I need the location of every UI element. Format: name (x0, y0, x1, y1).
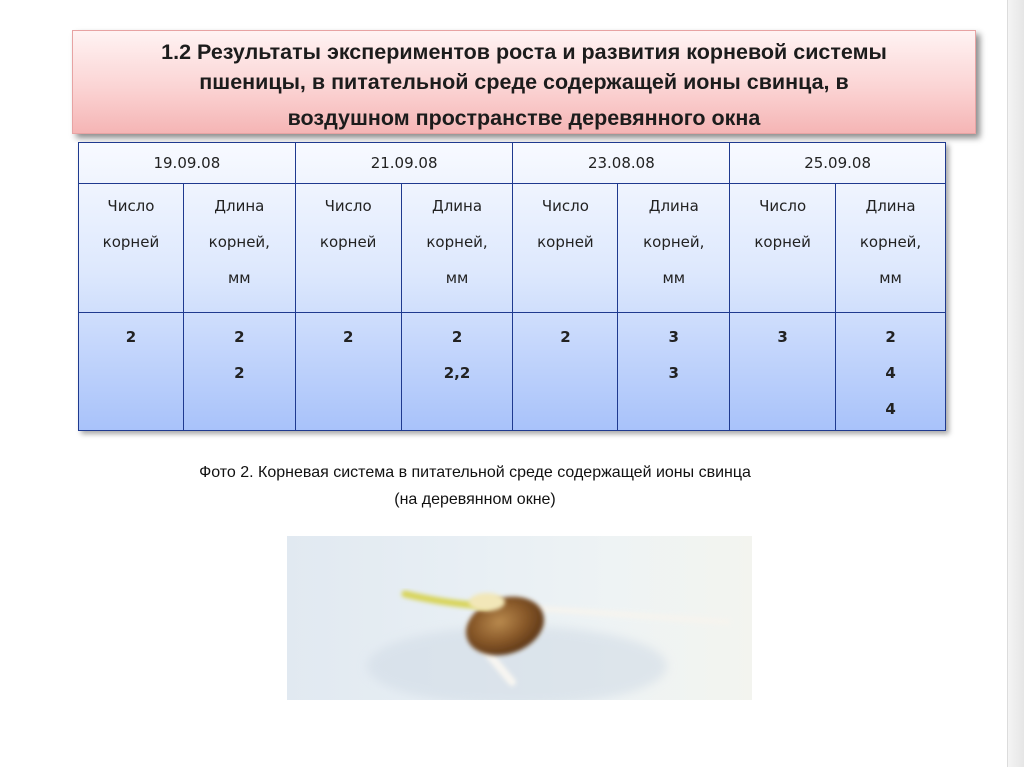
header-word: мм (445, 269, 469, 287)
header-word: Число (324, 197, 372, 215)
col-header-root-length (618, 184, 730, 313)
value: 2 (342, 328, 354, 346)
date-cell: 23.08.08 (513, 143, 730, 184)
value: 3 (668, 328, 679, 346)
value: 4 (885, 364, 896, 382)
value-cell (730, 313, 836, 431)
root-strand (532, 608, 727, 622)
col-header-root-count (295, 184, 401, 313)
value-cell (295, 313, 401, 431)
header-word: Число (107, 197, 155, 215)
header-word: корней (102, 233, 160, 251)
header-word: корней (319, 233, 377, 251)
col-header-root-length (836, 184, 946, 313)
caption-line-1: Фото 2. Корневая система в питательной среде содержащей ионы свинца (199, 464, 751, 481)
value-cell (79, 313, 184, 431)
header-word: корней, (859, 233, 922, 251)
value: 2 (125, 328, 137, 346)
value-cell (401, 313, 513, 431)
header-word: мм (662, 269, 686, 287)
header-word: мм (227, 269, 251, 287)
value: 3 (777, 328, 788, 346)
results-table (78, 142, 946, 431)
value-cell (836, 313, 946, 431)
col-header-root-length (401, 184, 513, 313)
date-cell: 25.09.08 (730, 143, 946, 184)
value-cell (618, 313, 730, 431)
seed-root-photo (287, 536, 752, 700)
value-cell (513, 313, 618, 431)
value: 2 (234, 328, 245, 346)
header-word: Число (541, 197, 589, 215)
column-header-row (79, 184, 946, 313)
values-row (79, 313, 946, 431)
value: 2,2 (443, 364, 471, 382)
header-word: корней, (426, 233, 488, 251)
header-word: мм (879, 269, 902, 287)
header-word: корней (537, 233, 594, 251)
photo-caption (110, 459, 840, 513)
value: 2 (560, 328, 571, 346)
header-word: Длина (214, 197, 265, 215)
seed-tip (469, 593, 505, 611)
value: 2 (451, 328, 463, 346)
col-header-root-count (730, 184, 836, 313)
col-header-root-count (79, 184, 184, 313)
header-word: Длина (432, 197, 483, 215)
title-line-3: воздушном пространстве деревянного окна (287, 106, 761, 130)
header-word: корней, (643, 233, 705, 251)
value-cell (183, 313, 295, 431)
col-header-root-count (513, 184, 618, 313)
value: 3 (668, 364, 679, 382)
slide-frame-edge (1007, 0, 1024, 767)
header-word: Длина (865, 197, 916, 215)
seed-photo-illustration (287, 536, 752, 700)
title-line-2: пшеницы, в питательной среде содержащей ионы свинца, в (199, 70, 849, 94)
caption-line-2: (на деревянном окне) (394, 491, 556, 508)
col-header-root-length (183, 184, 295, 313)
header-word: корней (754, 233, 811, 251)
title-line-1: 1.2 Результаты экспериментов роста и развития корневой системы (161, 40, 887, 64)
date-header-row (79, 143, 946, 184)
header-word: Длина (648, 197, 699, 215)
header-word: Число (759, 197, 807, 215)
slide-title-box (72, 30, 976, 134)
date-cell: 19.09.08 (79, 143, 296, 184)
date-cell: 21.09.08 (295, 143, 513, 184)
value: 2 (885, 328, 896, 346)
value: 4 (885, 400, 896, 418)
value: 2 (234, 364, 245, 382)
header-word: корней, (208, 233, 270, 251)
